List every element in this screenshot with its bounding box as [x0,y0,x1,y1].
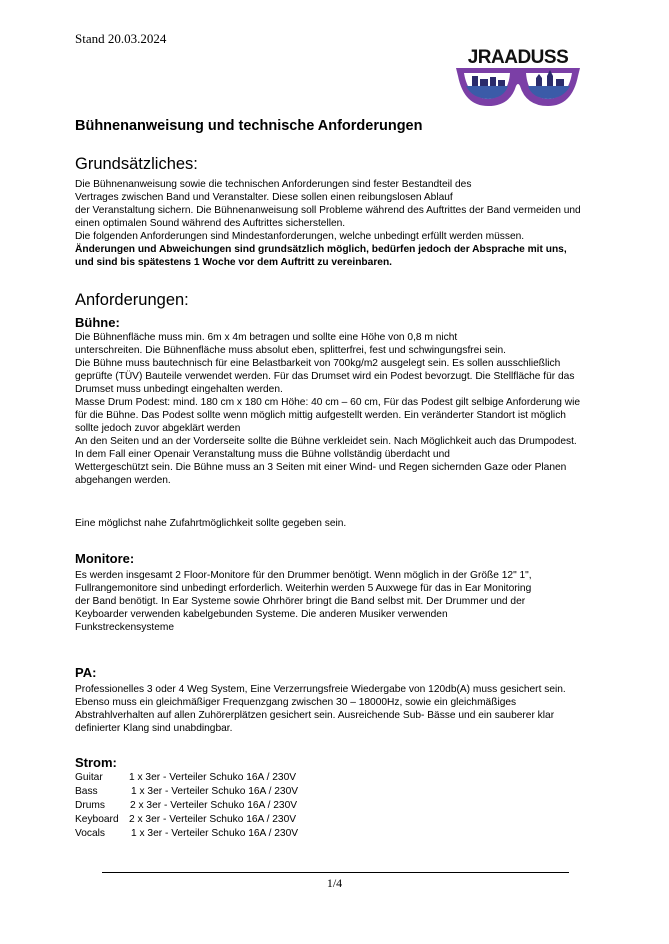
text-line: Es werden insgesamt 2 Floor-Monitore für den Drummer benötigt. Wenn möglich in der Größe 12" 1", [75,570,532,581]
strom-spec: 1 x 3er - Verteiler Schuko 16A / 230V [131,828,299,839]
text-line: An den Seiten und an der Vorderseite sollte die Bühne verkleidet sein. Nach Möglichkeit auch das Drumpodest. [75,436,577,447]
text-line: sollte jedoch zuvor abgeklärt werden [75,423,241,434]
strom-spec: 1 x 3er - Verteiler Schuko 16A / 230V [129,772,297,783]
strom-row [75,786,375,799]
text-line: Die folgenden Anforderungen sind Mindestanforderungen, welche unbedingt erfüllt werden müssen. [75,231,525,242]
text-line: der Band benötigt. In Ear Systeme sowie Ohrhörer bringt die Band selbst mit. Der Drummer und der [75,596,526,607]
zufahrt-text: Eine möglichst nahe Zufahrtmöglichkeit sollte gegeben sein. [75,518,347,529]
strom-instrument: Drums [75,800,105,811]
band-logo [452,46,584,114]
text-line: Funkstreckensysteme [75,622,175,633]
strom-spec: 1 x 3er - Verteiler Schuko 16A / 230V [131,786,299,797]
page-number: 1/4 [326,876,343,890]
text-line: In dem Fall einer Openair Veranstaltung muss die Bühne vollständig überdacht und [75,449,450,460]
text-line-bold: Änderungen und Abweichungen sind grundsätzlich möglich, bedürfen jedoch der Absprache mit uns, [75,244,567,255]
strom-row [75,828,375,841]
text-line: geprüfte (TÜV) Bauteile verwendet werden. Für das Drumset wird ein Podest bevorzugt. Die Stellfläche für das [75,371,575,382]
text-line: der Veranstaltung sichern. Die Bühnenanweisung soll Probleme während des Auftrittes der Band vermeiden und [75,205,581,216]
text-line: Vertrages zwischen Band und Veranstalter. Diese sollen einen reibungslosen Ablauf [75,192,453,203]
grundsaetzliches-text [75,178,595,269]
text-line: Drumset muss unbedingt eingehalten werden. [75,384,283,395]
section-heading-grundsaetzliches: Grundsätzliches: [75,155,198,173]
text-line: Keyboarder verwenden kabelgebunden Systeme. Die anderen Musiker verwenden [75,609,448,620]
footer-divider [102,872,569,873]
text-line: unterschreiten. Die Bühnenfläche muss absolut eben, splitterfrei, fest und schwingungsfrei sein. [75,345,506,356]
text-line: für die Bühne. Das Podest sollte wenn möglich mittig aufgestellt werden. Ein veränderter Standort ist möglich [75,410,566,421]
strom-instrument: Vocals [75,828,106,839]
document-date: Stand 20.03.2024 [75,31,167,46]
text-line: Abstrahlverhalten auf allen Zuhörerplätzen gesichert sein. Ausreichende Sub- Bässe und ein sauberer klar [75,710,555,721]
text-line: abgehangen werden. [75,475,171,486]
text-line: definierter Klang sind unabdingbar. [75,723,233,734]
document-title: Bühnenanweisung und technische Anforderungen [75,118,423,134]
strom-row [75,800,375,813]
text-line: Die Bühne muss bautechnisch für eine Belastbarkeit von 700kg/m2 ausgelegt sein. Es sollen ausschließlich [75,358,561,369]
strom-instrument: Keyboard [75,814,119,825]
strom-row [75,814,375,827]
text-line: Masse Drum Podest: mind. 180 cm x 180 cm Höhe: 40 cm – 60 cm, Für das Podest gilt selbige Anforderung wie [75,397,581,408]
text-line: Wettergeschützt sein. Die Bühne muss an 3 Seiten mit einer Wind- und Regen sichernden Gaze oder Planen [75,462,567,473]
pa-text [75,683,595,735]
strom-instrument: Guitar [75,772,103,783]
strom-instrument: Bass [75,786,98,797]
subsection-heading-strom: Strom: [75,755,117,770]
text-line-bold: und sind bis spätestens 1 Woche vor dem Auftritt zu vereinbaren. [75,257,393,268]
text-line: Professionelles 3 oder 4 Weg System, Eine Verzerrungsfreie Wiedergabe von 120db(A) muss gesichert sein. [75,684,566,695]
subsection-heading-monitore: Monitore: [75,551,135,566]
text-line: Fullrangemonitore sind unbedingt erforderlich. Weiterhin werden 5 Auxwege für das in Ear Monitoring [75,583,532,594]
text-line: Die Bühnenanweisung sowie die technischen Anforderungen sind fester Bestandteil des [75,179,472,190]
buehne-text [75,331,595,487]
text-line: Ebenso muss ein gleichmäßiger Frequenzgang zwischen 30 – 18000Hz, sowie ein gleichmäßiges [75,697,517,708]
text-line: einen optimalen Sound während des Auftrittes sicherstellen. [75,218,346,229]
section-heading-anforderungen: Anforderungen: [75,291,189,309]
strom-spec: 2 x 3er - Verteiler Schuko 16A / 230V [130,800,298,811]
subsection-heading-buehne: Bühne: [75,315,120,330]
subsection-heading-pa: PA: [75,665,97,680]
strom-row [75,772,375,785]
monitore-text [75,569,595,634]
strom-spec: 2 x 3er - Verteiler Schuko 16A / 230V [129,814,297,825]
logo-text: JRAADUSS [467,47,569,68]
text-line: Die Bühnenfläche muss min. 6m x 4m betragen und sollte eine Höhe von 0,8 m nicht [75,332,458,343]
